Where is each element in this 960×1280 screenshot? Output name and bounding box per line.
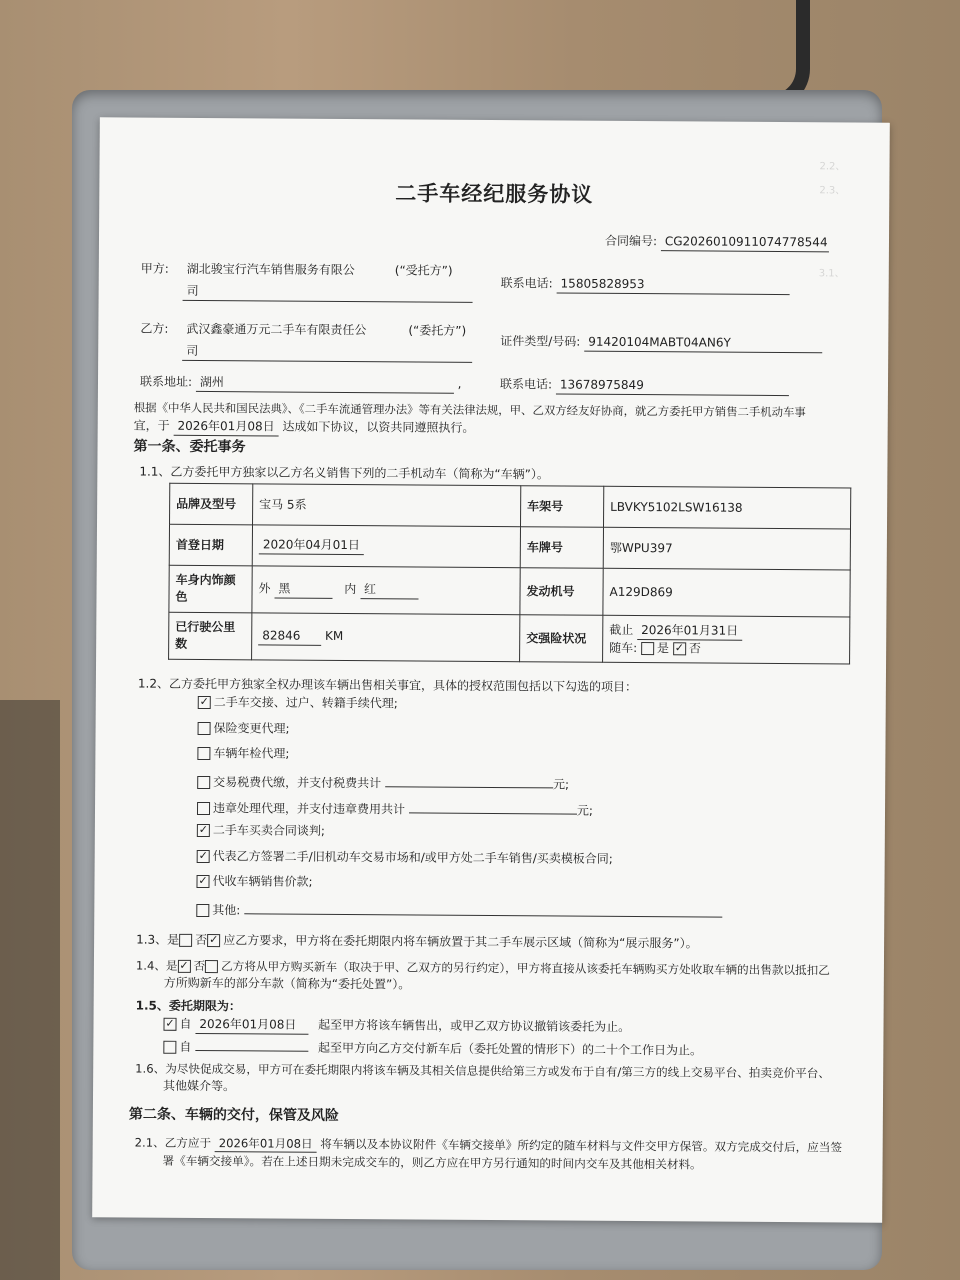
- clause-1-3: 1.3、是 否 ✓ 应乙方要求，甲方将在委托期限内将车辆放置于其二手车展示区域（简称为“展示服务”）。: [136, 932, 698, 951]
- auth-item-8: 其他:: [196, 898, 722, 922]
- plate-label: 车牌号: [520, 527, 603, 569]
- term-option-2-checkbox[interactable]: [163, 1041, 176, 1054]
- auth-item-4-checkbox[interactable]: [197, 802, 210, 815]
- insurance-until: 2026年01月31日: [637, 622, 742, 641]
- party-a-name: 湖北骏宝行汽车销售服务有限公: [186, 261, 355, 278]
- auth-item-5-checkbox[interactable]: ✓: [198, 822, 209, 837]
- term-option-1: ✓ 自 2026年01月08日 起至甲方将该车辆售出，或甲乙双方协议撤销该委托为止。: [165, 1016, 631, 1034]
- clause-1-4-yes-checkbox[interactable]: ✓: [179, 958, 189, 972]
- clause-2-1: 2.1、乙方应于 2026年01月08日 将车辆以及本协议附件《车辆交接单》所约定的随车材料与文件交甲方保管。双方完成交付后，应当签: [134, 1135, 843, 1155]
- vehicle-info-table: [168, 483, 851, 665]
- party-b-role: (“委托方”): [408, 323, 467, 338]
- interior-color: 红: [360, 581, 418, 599]
- auth-item-1-checkbox[interactable]: [198, 722, 211, 735]
- contract-title: 二手车经纪服务协议: [395, 181, 594, 207]
- term-option-1-checkbox[interactable]: ✓: [165, 1016, 175, 1030]
- vin-label: 车架号: [521, 486, 604, 528]
- background-shadow: [0, 700, 60, 1280]
- mileage-value: 82846: [258, 627, 321, 645]
- auth-item-4: 违章处理代理，并支付违章费用共计 元;: [197, 796, 593, 820]
- clause-1-3-no-checkbox[interactable]: ✓: [209, 933, 219, 947]
- reg-date-value: 2020年04月01日: [259, 536, 364, 555]
- insurance-with-no-checkbox[interactable]: ✓: [674, 640, 685, 654]
- clause-1-4-cont: 方所购新车的部分车款（简称为“委托处置”）。: [163, 975, 411, 992]
- engine-label: 发动机号: [520, 568, 603, 616]
- article1-heading: 第一条、委托事务: [133, 438, 246, 456]
- auth-item-0: ✓ 二手车交接、过户、转籍手续代理;: [199, 694, 398, 711]
- party-a-role: (“受托方”): [394, 263, 453, 278]
- preamble-date: 2026年01月08日: [173, 418, 278, 437]
- auth-item-3-checkbox[interactable]: [197, 776, 210, 789]
- party-b-phone-label: 联系电话:: [499, 377, 553, 392]
- brand-label: 品牌及型号: [170, 483, 253, 525]
- auth-item-2: 车辆年检代理;: [197, 745, 289, 762]
- brand-value: 宝马 5系: [253, 484, 521, 527]
- auth-item-6: ✓ 代表乙方签署二手/旧机动车交易市场和/或甲方处二手车销售/买卖模板合同;: [198, 848, 613, 866]
- reg-date-label: 首登日期: [169, 524, 252, 566]
- contract-page: 2.2、 2.3、 3.1、 二手车经纪服务协议 合同编号: CG2026010911074778544 甲方: 湖北骏宝行汽车销售服务有限公 (“受托方”) 司 联系电话: 15805828953 乙方: 武汉鑫豪通万元二手车有限责任公 (“委托方”) 司 证件类型/号码: 91420104MABT04AN6Y 联系地址: 湖州 , 联系电话: 13678975849 根据《中华人民共和国民法典》、《二手车流通管理办法》等有关法律法规，甲、乙双方经友好协商，就乙方委托甲方销售二手机动车事 宜，于 2026年01月08日 达成如下协议，以资共同遵照执行。 第一条、委托事务 1.1、乙方委托甲方独家以乙方名义销售下列的二手机动车（简称为“车辆”）。 品牌及型号 宝马 5系 车架号 LBVKY5102LSW16138 首登日期 2020年04月01日 车牌号 鄂WPU397 车身内饰颜 色 外 黑 内 红 发动机号 A129D869 已行驶公里 数 82846 KM 交强险状况 截止 2026年01月31日 随车: 是 ✓ 否 1.2、乙方委托甲方独家全权办理该车辆出售相关事宜，具体的授权范围包括以下勾选的项目： ✓ 二手车交接、过户、转籍手续代理; 保险变更代理; 车辆年检代理; 交易税费代缴，并支付税费共计 元; 违章处理代理，并支付违章费用共计 元; ✓ 二手车买卖合同谈判; ✓ 代表乙方签署二手/旧机动车交易市场和/或甲方处二手车销售/买卖模板合同; ✓ 代收车辆销售价款; 其他: 1.3、是 否 ✓ 应乙方要求，甲方将在委托期限内将车辆放置于其二手车展示区域（简称为“展示服务”）。 1.4、是 ✓ 否 乙方将从甲方购买新车（取决于甲、乙双方的另行约定），甲方将直接从该委托车辆购买方处收取车辆的出售款以抵扣乙 方所购新车的部分车款（简称为“委托处置”）。 1.5、委托期限为： ✓ 自 2026年01月08日 起至甲方将该车辆售出，或甲乙双方协议撤销该委托为止。 自 起至甲方向乙方交付新车后（委托处置的情形下）的二十个工作日为止。 1.6、为尽快促成交易，甲方可在委托期限内将该车辆及其相关信息提供给第三方或发布于自有/第三方的线上交易平台、拍卖竞价平台、 其他媒介等。 第二条、车辆的交付，保管及风险 2.1、乙方应于 2026年01月08日 将车辆以及本协议附件《车辆交接单》所约定的随车材料与文件交甲方保管。双方完成交付后，应当签 署《车辆交接单》。若在上述日期未完成交车的，则乙方应在甲方另行通知的时间内交车及其他相关材料。: [92, 117, 890, 1222]
- auth-item-7: ✓ 代收车辆销售价款;: [198, 873, 313, 889]
- auth-item-5: ✓ 二手车买卖合同谈判;: [198, 822, 325, 838]
- party-b-phone: 13678975849: [556, 376, 789, 395]
- clause-1-5: 1.5、委托期限为：: [135, 998, 241, 1014]
- party-b-name-line2: 司: [186, 343, 199, 358]
- auth-item-0-checkbox[interactable]: ✓: [199, 694, 209, 709]
- party-b-id-row: [500, 333, 822, 353]
- party-b-underline: [182, 360, 472, 363]
- auth-item-2-checkbox[interactable]: [197, 747, 210, 760]
- party-b-address-row: 联系地址: 湖州 ,: [140, 374, 462, 394]
- contract-number-label: 合同编号:: [604, 233, 658, 249]
- term-option-2: 自 起至甲方向乙方交付新车后（委托处置的情形下）的二十个工作日为止。: [163, 1035, 702, 1060]
- party-a-underline: [183, 300, 473, 303]
- exterior-color: 黑: [274, 581, 332, 599]
- auth-item-8-checkbox[interactable]: [196, 904, 209, 917]
- contract-number: CG2026010911074778544: [661, 233, 829, 252]
- auth-item-3: 交易税费代缴，并支付税费共计 元;: [197, 770, 569, 793]
- mileage-values: 82846 KM: [252, 613, 520, 662]
- auth-item-6-checkbox[interactable]: ✓: [198, 848, 208, 863]
- contract-number-row: [605, 233, 829, 252]
- party-b-address-label: 联系地址:: [139, 374, 193, 389]
- clause-1-1: 1.1、乙方委托甲方独家以乙方名义销售下列的二手机动车（简称为“车辆”）。: [139, 464, 549, 482]
- vin-value: LBVKY5102LSW16138: [603, 486, 850, 529]
- delivery-date: 2026年01月08日: [215, 1135, 317, 1153]
- term-start-date: 2026年01月08日: [195, 1016, 308, 1035]
- party-b-name: 武汉鑫豪通万元二手车有限责任公: [186, 321, 367, 338]
- auth-item-1: 保险变更代理;: [198, 720, 290, 737]
- clause-1-6: 1.6、为尽快促成交易，甲方可在委托期限内将该车辆及其相关信息提供给第三方或发布于自有/第三方的线上交易平台、拍卖竞价平台、: [135, 1061, 831, 1081]
- party-b-id: 91420104MABT04AN6Y: [584, 334, 822, 353]
- party-a-name-line2: 司: [186, 283, 199, 298]
- clause-1-3-yes-checkbox[interactable]: [179, 934, 192, 947]
- article2-heading: 第二条、车辆的交付，保管及风险: [128, 1106, 339, 1124]
- preamble-line1: 根据《中华人民共和国民法典》、《二手车流通管理办法》等有关法律法规，甲、乙双方经友好协商，就乙方委托甲方销售二手机动车事: [133, 400, 806, 420]
- clause-1-4-no-checkbox[interactable]: [205, 960, 218, 973]
- insurance-values: 截止 2026年01月31日 随车: 是 ✓ 否: [603, 615, 850, 664]
- auth-item-7-checkbox[interactable]: ✓: [198, 873, 208, 888]
- party-a-phone-label: 联系电话:: [500, 276, 553, 291]
- insurance-with-yes-checkbox[interactable]: [641, 642, 654, 655]
- color-label: 车身内饰颜 色: [169, 565, 252, 613]
- preamble-line2: 宜，于 2026年01月08日 达成如下协议，以资共同遵照执行。: [133, 418, 475, 435]
- party-a-phone: 15805828953: [557, 275, 790, 294]
- clause-1-2: 1.2、乙方委托甲方独家全权办理该车辆出售相关事宜，具体的授权范围包括以下勾选的项目：: [137, 676, 638, 695]
- clause-1-4: 1.4、是 ✓ 否 乙方将从甲方购买新车（取决于甲、乙双方的另行约定），甲方将直接从该委托车辆购买方处收取车辆的出售款以抵扣乙: [135, 958, 830, 978]
- party-b-label: 乙方:: [140, 321, 169, 336]
- party-a-phone-row: [501, 275, 790, 295]
- mileage-label: 已行驶公里 数: [169, 612, 252, 660]
- party-b-phone-row: [500, 376, 789, 396]
- party-a-label: 甲方:: [140, 261, 169, 276]
- party-b-address: 湖州: [196, 374, 454, 394]
- party-b-id-label: 证件类型/号码:: [500, 334, 581, 349]
- insurance-label: 交强险状况: [520, 615, 603, 663]
- clause-2-1-cont: 署《车辆交接单》。若在上述日期未完成交车的，则乙方应在甲方另行通知的时间内交车及其他相关材料。: [162, 1153, 702, 1172]
- clause-1-6-cont: 其他媒介等。: [163, 1078, 236, 1094]
- plate-value: 鄂WPU397: [603, 527, 850, 570]
- engine-value: A129D869: [603, 568, 850, 617]
- color-values: 外 黑 内 红: [252, 566, 520, 615]
